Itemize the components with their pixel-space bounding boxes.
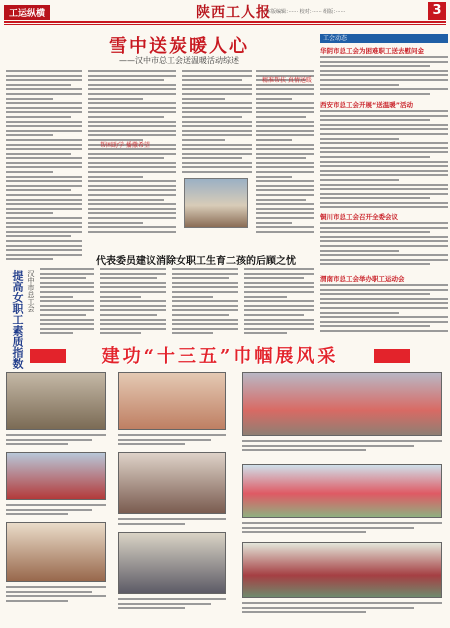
right-body-3 [320, 222, 448, 270]
issue-info: 本版编辑：······ 校对：······ 组版：······ [266, 9, 346, 15]
lead-subhead-1: 帮困助学 播撒希望 [100, 142, 150, 149]
photo-2 [118, 372, 226, 430]
middle-feature-body-2 [172, 268, 238, 338]
banner-title: 建功“十三五”巾帼展风采 [101, 346, 339, 367]
lead-body-col-4 [256, 70, 314, 246]
section-tag: 工运纵横 [4, 5, 50, 20]
caption-8 [118, 598, 226, 618]
right-body-1 [320, 56, 448, 96]
lead-body-col-1 [6, 70, 82, 260]
masthead-rule [4, 21, 446, 23]
middle-feature-body-1 [100, 268, 166, 338]
lead-subhead-2: 精准帮扶 真情送暖 [262, 77, 312, 84]
banner-ribbon-left [30, 349, 66, 363]
right-headline-3: 铜川市总工会召开全委会议 [320, 213, 398, 221]
photo-banner [30, 342, 410, 370]
page-number: 3 [428, 2, 446, 20]
left-feature-kicker: 汉中市总工会 [27, 270, 35, 312]
photo-5 [118, 452, 226, 514]
caption-7 [6, 586, 106, 606]
caption-2 [118, 434, 226, 448]
photo-8 [118, 532, 226, 594]
right-body-4 [320, 284, 448, 336]
lead-body-col-3 [182, 70, 252, 174]
caption-4 [6, 504, 106, 518]
photo-grid [6, 372, 446, 622]
middle-feature-body-3 [244, 268, 314, 338]
caption-1 [6, 434, 106, 448]
masthead [4, 2, 446, 22]
middle-feature-headline: 代表委员建议消除女职工生育二孩的后顾之忧 [96, 256, 296, 267]
photo-4 [6, 452, 106, 500]
masthead-rule-thin [4, 24, 446, 25]
right-column-label: 工会动态 [323, 35, 348, 42]
right-body-2 [320, 110, 448, 208]
left-feature-headline: 提高女职工素质指数 [11, 270, 24, 369]
caption-6 [242, 522, 442, 538]
banner-ribbon-right [374, 349, 410, 363]
lead-subheadline: ——汉中市总工会送温暖活动综述 [119, 56, 239, 65]
right-headline-1: 华阴市总工会为困难职工送去慰问金 [320, 47, 424, 55]
right-headline-2: 西安市总工会开展“送温暖”活动 [320, 101, 414, 109]
photo-7 [6, 522, 106, 582]
photo-1 [6, 372, 106, 430]
lead-photo [184, 178, 248, 228]
caption-9 [242, 602, 442, 618]
right-headline-4: 渭南市总工会举办职工运动会 [320, 275, 405, 283]
right-column-tag [320, 34, 448, 43]
photo-3 [242, 372, 442, 436]
photo-6 [242, 464, 442, 518]
photo-9 [242, 542, 442, 598]
lead-headline: 雪中送炭暖人心 [109, 36, 249, 57]
lead-body-col-2 [88, 70, 176, 246]
caption-5 [118, 518, 226, 530]
left-feature-body [40, 268, 94, 338]
paper-logo: 陕西工人报 [196, 5, 271, 21]
caption-3 [242, 440, 442, 460]
